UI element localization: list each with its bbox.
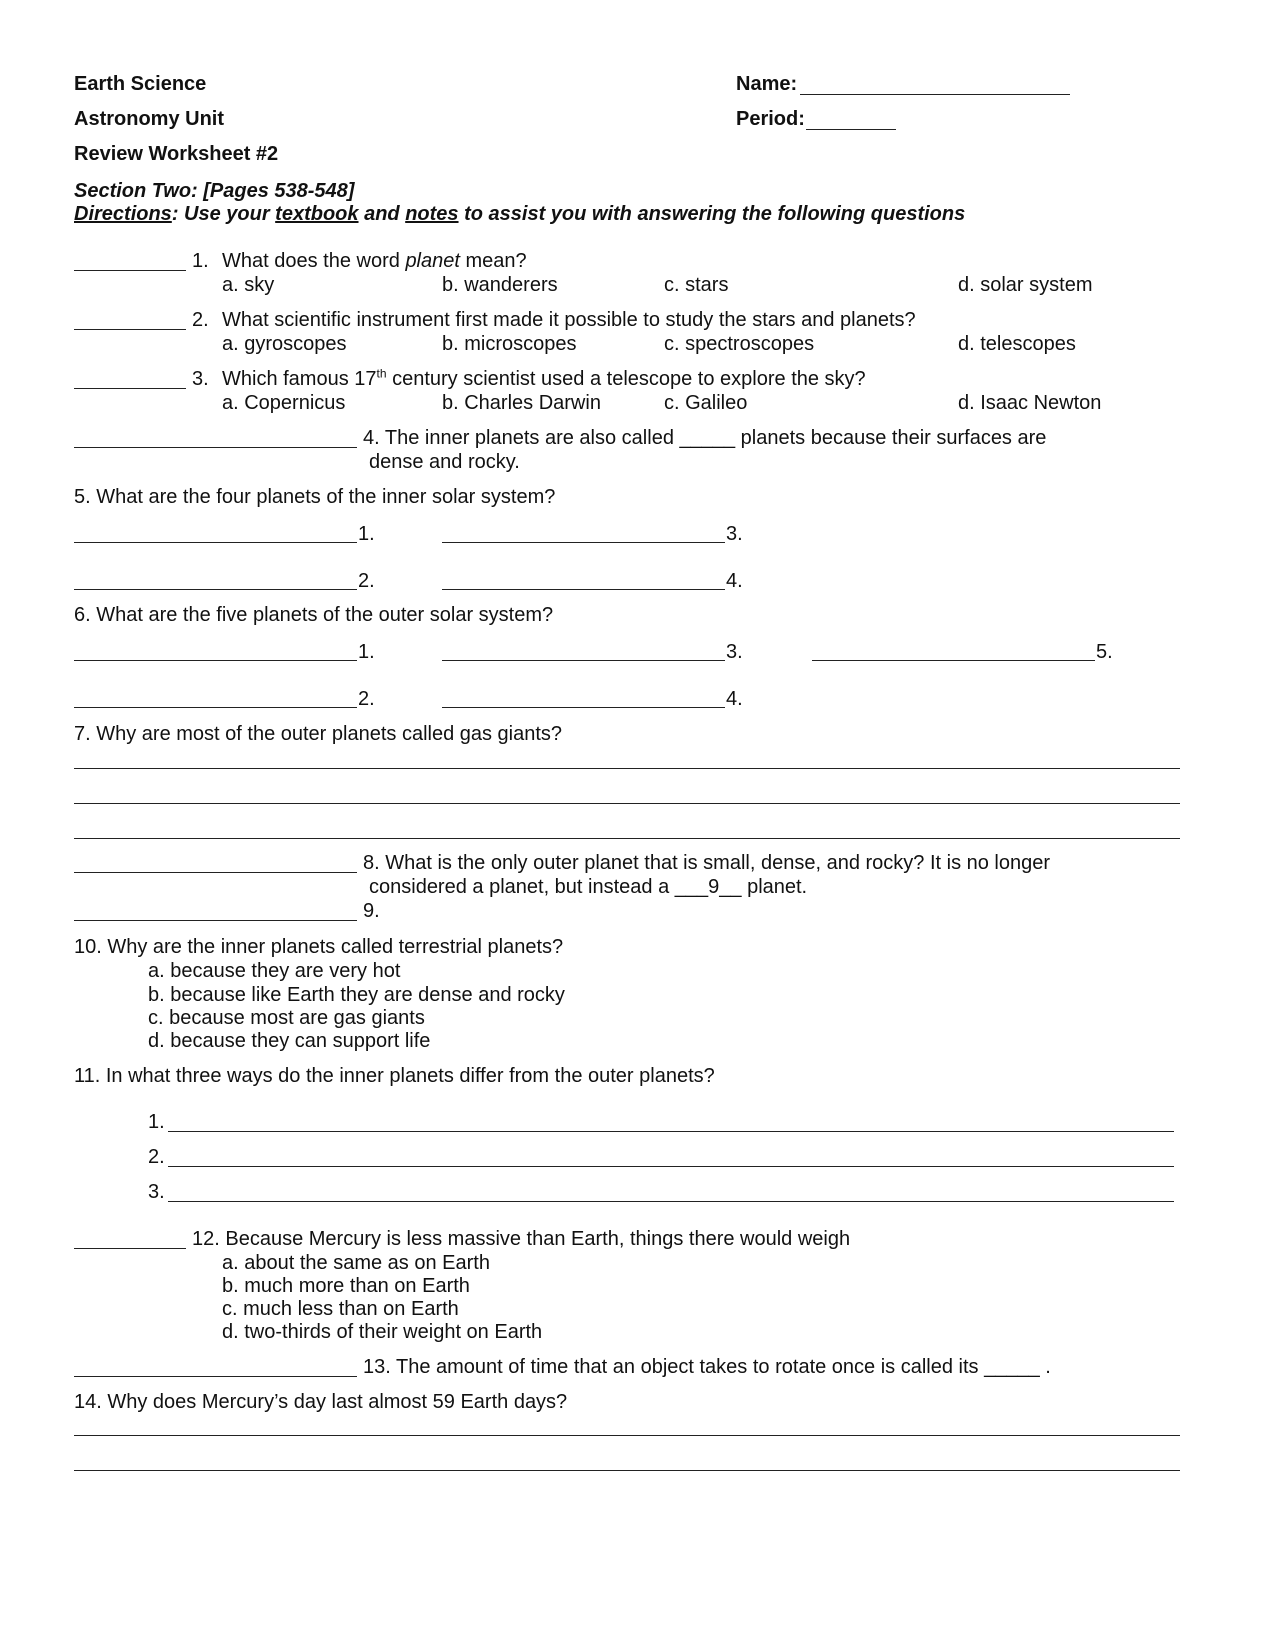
q11-question: 11. In what three ways do the inner planets differ from the outer planets? — [74, 1065, 715, 1087]
q12-choice-a: a. about the same as on Earth — [222, 1252, 490, 1274]
directions-label: Directions — [74, 203, 172, 225]
q1-number: 1. — [192, 250, 209, 272]
q2-number: 2. — [192, 309, 209, 331]
q7-answer-line-3[interactable] — [74, 838, 1180, 839]
notes-word: notes — [405, 203, 459, 225]
q6-blank-2[interactable] — [74, 707, 357, 708]
q8-question-line2: considered a planet, but instead a ___9__ planet. — [369, 876, 808, 898]
name-field[interactable] — [800, 94, 1070, 95]
q12-choice-b: b. much more than on Earth — [222, 1275, 470, 1297]
answer-blank-q9[interactable] — [74, 920, 357, 921]
q3-choice-a: a. Copernicus — [222, 392, 346, 414]
q7-answer-line-2[interactable] — [74, 803, 1180, 804]
q6-num-2: 2. — [358, 688, 375, 710]
q1-choice-c: c. stars — [664, 274, 729, 296]
textbook-word: textbook — [275, 203, 359, 225]
q11-answer-line-3[interactable] — [168, 1201, 1174, 1202]
q3-number: 3. — [192, 368, 209, 390]
q1-choice-b: b. wanderers — [442, 274, 558, 296]
q1-choice-a: a. sky — [222, 274, 275, 296]
unit-title: Astronomy Unit — [74, 108, 224, 130]
answer-blank-q8[interactable] — [74, 872, 357, 873]
q14-answer-line-1[interactable] — [74, 1435, 1180, 1436]
q5-blank-3[interactable] — [442, 542, 725, 543]
q3-question: Which famous 17th century scientist used a telescope to explore the sky? — [222, 366, 866, 390]
q1-choice-d: d. solar system — [958, 274, 1093, 296]
q5-blank-4[interactable] — [442, 589, 725, 590]
q2-choice-a: a. gyroscopes — [222, 333, 347, 355]
answer-blank-q12[interactable] — [74, 1248, 186, 1249]
q11-answer-line-2[interactable] — [168, 1166, 1174, 1167]
q14-answer-line-2[interactable] — [74, 1470, 1180, 1471]
q11-num-2: 2. — [148, 1146, 165, 1168]
directions: Directions: Use your textbook and notes to assist you with answering the following questions — [74, 203, 966, 225]
q5-question: 5. What are the four planets of the inner solar system? — [74, 486, 556, 508]
q12-question: 12. Because Mercury is less massive than Earth, things there would weigh — [192, 1228, 851, 1250]
q8-question-line1: 8. What is the only outer planet that is small, dense, and rocky? It is no longer — [363, 852, 1051, 874]
q12-choice-d: d. two-thirds of their weight on Earth — [222, 1321, 543, 1343]
q6-num-5: 5. — [1096, 641, 1113, 663]
q10-choice-d: d. because they can support life — [148, 1030, 431, 1052]
q5-num-2: 2. — [358, 570, 375, 592]
q10-question: 10. Why are the inner planets called terrestrial planets? — [74, 936, 564, 958]
q6-blank-5[interactable] — [812, 660, 1095, 661]
answer-blank-q1[interactable] — [74, 270, 186, 271]
q3-choice-b: b. Charles Darwin — [442, 392, 601, 414]
q11-answer-line-1[interactable] — [168, 1131, 1174, 1132]
section-title: Section Two: [Pages 538-548] — [74, 180, 355, 202]
q6-blank-3[interactable] — [442, 660, 725, 661]
q2-question: What scientific instrument first made it possible to study the stars and planets? — [222, 309, 916, 331]
q2-choice-c: c. spectroscopes — [664, 333, 815, 355]
q10-choice-a: a. because they are very hot — [148, 960, 401, 982]
q10-choice-b: b. because like Earth they are dense and rocky — [148, 984, 565, 1006]
q5-blank-2[interactable] — [74, 589, 357, 590]
q10-choice-c: c. because most are gas giants — [148, 1007, 425, 1029]
answer-blank-q3[interactable] — [74, 388, 186, 389]
q14-question: 14. Why does Mercury’s day last almost 59 Earth days? — [74, 1391, 568, 1413]
q4-question-line2: dense and rocky. — [369, 451, 520, 473]
q5-blank-1[interactable] — [74, 542, 357, 543]
q3-choice-d: d. Isaac Newton — [958, 392, 1102, 414]
q5-num-3: 3. — [726, 523, 743, 545]
q2-choice-b: b. microscopes — [442, 333, 577, 355]
q3-choice-c: c. Galileo — [664, 392, 748, 414]
period-field[interactable] — [806, 129, 896, 130]
course-title: Earth Science — [74, 73, 207, 95]
q6-question: 6. What are the five planets of the outer solar system? — [74, 604, 554, 626]
q9-number: 9. — [363, 900, 380, 922]
q4-question-line1: 4. The inner planets are also called _____ planets because their surfaces are — [363, 427, 1047, 449]
worksheet-title: Review Worksheet #2 — [74, 143, 279, 165]
q2-choice-d: d. telescopes — [958, 333, 1076, 355]
answer-blank-q13[interactable] — [74, 1376, 357, 1377]
q6-blank-4[interactable] — [442, 707, 725, 708]
name-label: Name: — [736, 73, 798, 95]
q11-num-1: 1. — [148, 1111, 165, 1133]
period-label: Period: — [736, 108, 805, 130]
answer-blank-q2[interactable] — [74, 329, 186, 330]
q12-choice-c: c. much less than on Earth — [222, 1298, 459, 1320]
q7-answer-line-1[interactable] — [74, 768, 1180, 769]
q6-num-1: 1. — [358, 641, 375, 663]
q1-question: What does the word planet mean? — [222, 250, 527, 272]
q7-question: 7. Why are most of the outer planets called gas giants? — [74, 723, 563, 745]
q6-num-3: 3. — [726, 641, 743, 663]
q6-num-4: 4. — [726, 688, 743, 710]
q6-blank-1[interactable] — [74, 660, 357, 661]
q11-num-3: 3. — [148, 1181, 165, 1203]
q5-num-1: 1. — [358, 523, 375, 545]
q13-question: 13. The amount of time that an object takes to rotate once is called its _____ . — [363, 1356, 1051, 1378]
answer-blank-q4[interactable] — [74, 447, 357, 448]
q5-num-4: 4. — [726, 570, 743, 592]
